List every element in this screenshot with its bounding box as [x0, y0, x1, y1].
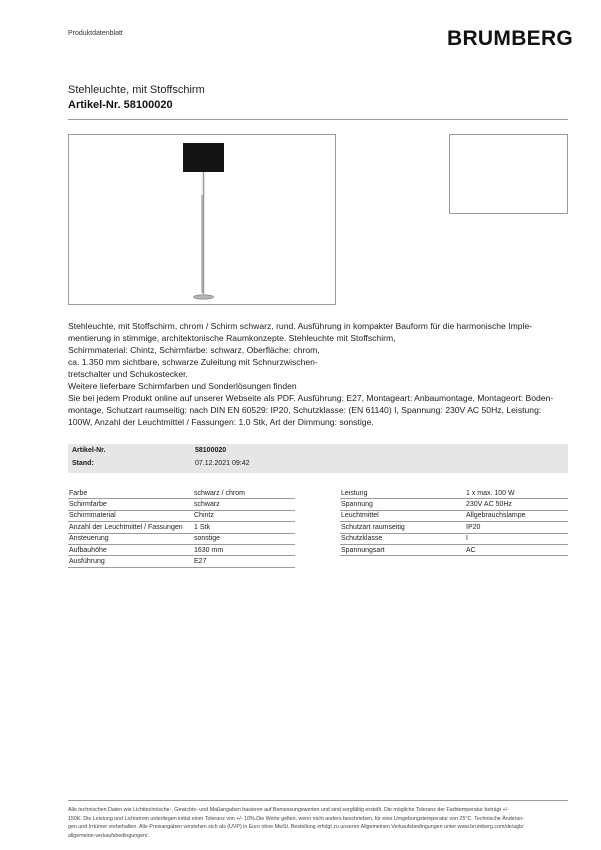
- table-row: [340, 533, 568, 544]
- table-row: [68, 533, 295, 544]
- spec-label: Aufbauhöhe: [68, 544, 193, 555]
- date-value: 07.12.2021 09:42: [195, 460, 250, 467]
- article-number-value: 58100020: [195, 447, 227, 454]
- description-line: Weitere lieferbare Schirmfarben und Sonderlösungen finden: [68, 381, 297, 391]
- lamp-base: [194, 295, 214, 299]
- spec-value: 1630 mm: [193, 544, 295, 555]
- spec-label: Schirmmaterial: [68, 510, 193, 521]
- table-row: [340, 544, 568, 555]
- spec-value: 1 Stk: [193, 522, 295, 533]
- spec-label: Schutzart raumseitig: [340, 522, 465, 533]
- footer-line: allgemeine-verkaufsbedingungen/.: [68, 832, 149, 839]
- spec-value: Chintz: [193, 510, 295, 521]
- spec-label: Farbe: [68, 488, 193, 499]
- product-image-frame: [68, 134, 336, 305]
- table-row: [340, 488, 568, 499]
- spec-value: 1 x max. 100 W: [465, 488, 568, 499]
- table-row: [340, 522, 568, 533]
- spec-value: AC: [465, 544, 568, 555]
- description-line: montage, Schutzart raumseitig: nach DIN EN 60529: IP20, Schutzklasse: (EN 61140) I, Spannung: 230V AC 50Hz, Leistung:: [68, 405, 542, 415]
- spec-label: Schutzklasse: [340, 533, 465, 544]
- footer-disclaimer: [68, 806, 578, 840]
- product-description: [68, 320, 568, 428]
- spec-label: Ansteuerung: [68, 533, 193, 544]
- footer-line: Alle technischen Daten wie Lichttechnische-, Gewichts- und Maßangaben basieren auf Bemessungswerten und sind sorgfältig erstellt. Die mögliche Toleranz der Farbtemperatur beträgt +/-: [68, 807, 509, 813]
- table-row: [68, 522, 295, 533]
- spec-table-left: [68, 488, 295, 568]
- spec-label: Leistung: [340, 488, 465, 499]
- product-title: Stehleuchte, mit Stoffschirm: [68, 84, 205, 96]
- spec-value: IP20: [465, 522, 568, 533]
- spec-value: schwarz / chrom: [193, 488, 295, 499]
- spec-label: Spannungsart: [340, 544, 465, 555]
- article-meta-box: [68, 444, 568, 473]
- description-line: Sie bei jedem Produkt online auf unserer Webseite als PDF. Ausführung: E27, Montageart: Anbaumontage, Montageort: Boden-: [68, 393, 554, 403]
- spec-value: I: [465, 533, 568, 544]
- spec-value: Allgebrauchslampe: [465, 510, 568, 521]
- table-row: [68, 488, 295, 499]
- description-line: tretschalter und Schukostecker.: [68, 369, 188, 379]
- table-row: [340, 499, 568, 510]
- spec-value: E27: [193, 556, 295, 567]
- spec-label: Anzahl der Leuchtmittel / Fassungen: [68, 522, 193, 533]
- description-line: Stehleuchte, mit Stoffschirm, chrom / Schirm schwarz, rund. Ausführung in kompakter Bauform für die harmonische Imple-: [68, 321, 533, 331]
- spec-value: 230V AC 50Hz: [465, 499, 568, 510]
- table-row: [340, 510, 568, 521]
- floor-lamp-image: [69, 135, 335, 304]
- table-row: [68, 510, 295, 521]
- spec-value: sonstige: [193, 533, 295, 544]
- table-row: [68, 556, 295, 567]
- article-number-label: Artikel-Nr.: [72, 447, 106, 454]
- description-line: Schirmmaterial: Chintz, Schirmfarbe: schwarz, Oberfläche: chrom,: [68, 345, 320, 355]
- date-label: Stand:: [72, 460, 94, 467]
- spec-label: Spannung: [340, 499, 465, 510]
- spec-label: Leuchtmittel: [340, 510, 465, 521]
- brand-logo: BRUMBERG: [447, 27, 574, 50]
- table-row: [68, 544, 295, 555]
- document-type-label: Produktdatenblatt: [68, 30, 123, 37]
- footer-divider: [68, 800, 568, 801]
- description-line: 100W, Anzahl der Leuchtmittel / Fassungen: 1.0 Stk, Art der Dimmung: sonstige.: [68, 417, 374, 427]
- product-article-number: Artikel-Nr. 58100020: [68, 99, 173, 111]
- description-line: ca. 1.350 mm sichtbare, schwarze Zuleitung mit Schnurzwischen-: [68, 357, 318, 367]
- footer-line: gen und Irrtümer vorbehalten. Alle Preisangaben verstehen sich als (UVP) in Euro ohne MwSt. Bestellung erfolgt zu unseren Allgemeinen Verkaufsbedingungen unter www.brumberg.com/de/agb/: [68, 824, 524, 831]
- spec-label: Ausführung: [68, 556, 193, 567]
- description-line: mentierung in stimmige, architektonische Raumkonzepte. Stehleuchte mit Stoffschirm,: [68, 333, 396, 343]
- spec-table-right: [340, 488, 568, 556]
- footer-line: 150K. Die Leistung und Lichtstrom unterliegen initial einer Toleranz von +/- 10%.Die Werte gelten, wenn nicht anders beschrieben, für eine Umgebungstemperatur von 25°C. Technische Änderun-: [68, 815, 525, 822]
- lamp-shade: [183, 143, 224, 172]
- spec-value: schwarz: [193, 499, 295, 510]
- secondary-image-frame: [449, 134, 568, 214]
- header-divider: [68, 119, 568, 120]
- table-row: [68, 499, 295, 510]
- spec-label: Schirmfarbe: [68, 499, 193, 510]
